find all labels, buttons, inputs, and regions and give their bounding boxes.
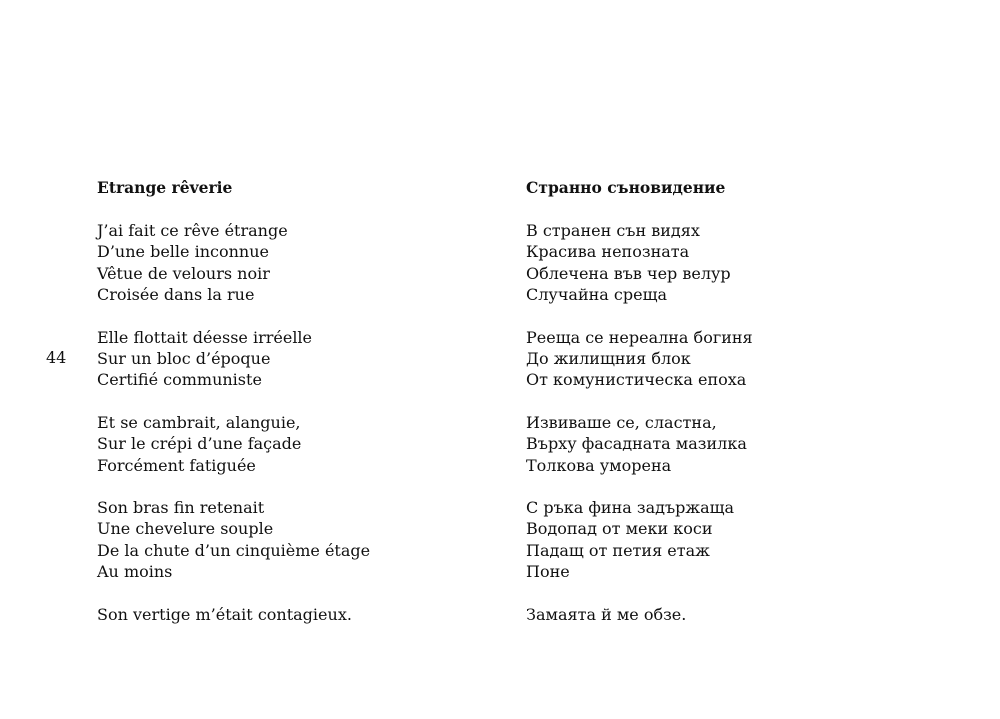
poem-line: Sur le crépi d’une façade — [97, 434, 302, 454]
poem-line: Au moins — [97, 562, 173, 582]
poem-title-bulgarian: Странно съновидение — [526, 178, 726, 197]
poem-line: Водопад от меки коси — [526, 519, 713, 539]
poem-line: Son vertige m’était contagieux. — [97, 604, 352, 624]
stanza — [97, 412, 477, 476]
poem-line: Certifié communiste — [97, 370, 262, 390]
poem-title-french: Etrange rêverie — [97, 178, 233, 197]
poem-line: Рееща се нереална богиня — [526, 327, 753, 347]
poem-line: J’ai fait ce rêve étrange — [97, 221, 288, 240]
stanza — [526, 327, 906, 391]
stanza — [97, 220, 477, 306]
page-number: 44 — [46, 348, 67, 367]
stanza — [97, 327, 477, 391]
poem-line: Elle flottait déesse irréelle — [97, 327, 313, 347]
poem-line: Forcément fatiguée — [97, 455, 256, 475]
poem-line: До жилищния блок — [526, 349, 691, 369]
poem-line: В странен сън видях — [526, 221, 700, 240]
poem-line: Son bras fin retenait — [97, 498, 265, 518]
poem-line: Върху фасадната мазилка — [526, 434, 747, 454]
stanza — [526, 604, 906, 625]
stanza — [526, 220, 906, 306]
poem-line: Падащ от петия етаж — [526, 540, 710, 560]
poem-line: Une chevelure souple — [97, 519, 274, 539]
poem-line: Красива непозната — [526, 242, 690, 262]
stanza — [97, 604, 477, 625]
poem-line: С ръка фина задържаща — [526, 498, 735, 518]
poem-line: Et se cambrait, alanguie, — [97, 412, 301, 432]
poem-line: D’une belle inconnue — [97, 242, 269, 262]
poem-line: От комунистическа епоха — [526, 370, 747, 390]
stanza — [97, 497, 477, 583]
stanza — [526, 497, 906, 583]
stanza — [526, 412, 906, 476]
poem-line: Облечена във чер велур — [526, 263, 731, 283]
poem-line: Замаята й ме обзе. — [526, 604, 687, 624]
poem-line: De la chute d’un cinquième étage — [97, 540, 371, 560]
poem-line: Толкова уморена — [526, 455, 672, 475]
poem-line: Поне — [526, 562, 570, 582]
poem-line: Vêtue de velours noir — [97, 263, 270, 283]
french-poem — [97, 177, 477, 646]
bulgarian-poem — [526, 177, 906, 646]
poem-line: Croisée dans la rue — [97, 285, 255, 305]
poem-line: Извиваше се, сластна, — [526, 412, 717, 432]
poem-line: Случайна среща — [526, 285, 667, 305]
poem-line: Sur un bloc d’époque — [97, 349, 271, 369]
